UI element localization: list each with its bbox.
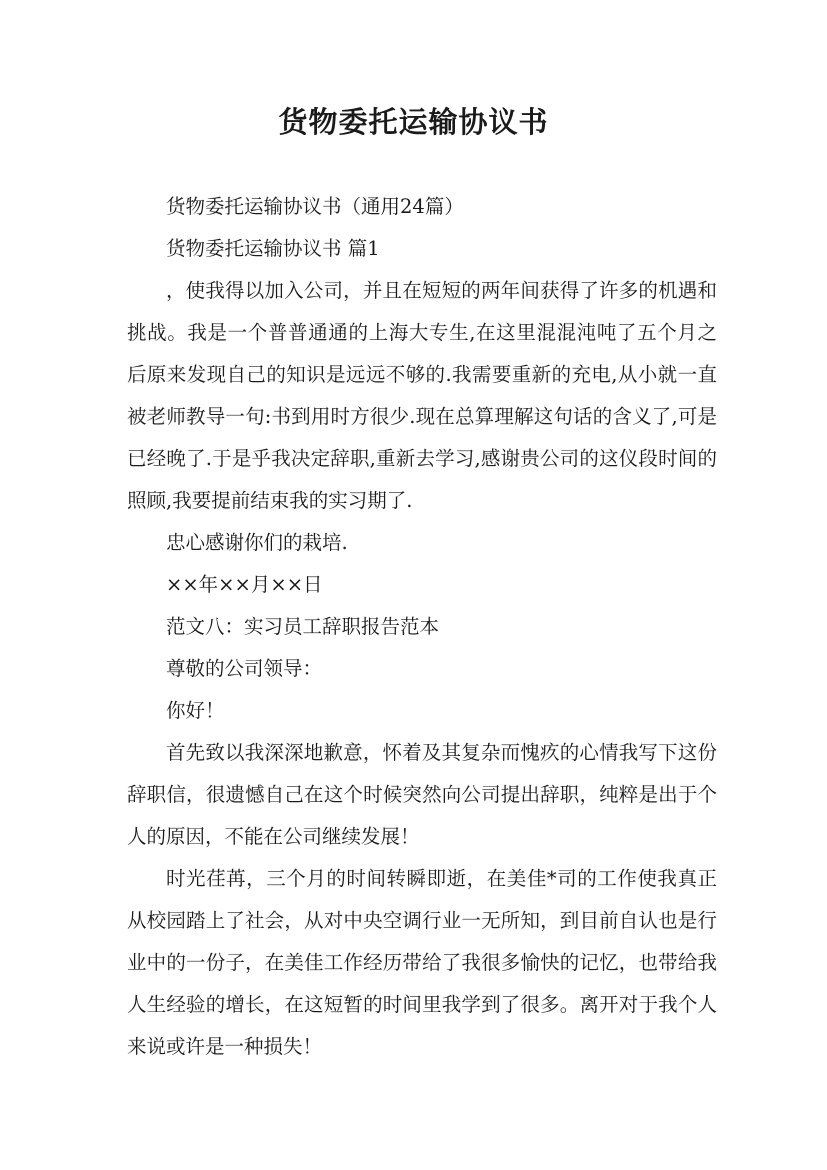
paragraph-greeting: 你好！ [166, 699, 225, 722]
paragraph-salutation: 尊敬的公司领导： [166, 657, 323, 680]
paragraph-body: 首先致以我深深地歉意，怀着及其复杂而愧疚的心情我写下这份辞职信，很遗憾自己在这个时候突然向公司提出辞职，纯粹是出于个人的原因，不能在公司继续发展！ [127, 741, 717, 848]
document-body [127, 186, 717, 1068]
paragraph-thanks: 忠心感谢你们的栽培. [166, 531, 348, 554]
document-title: 货物委托运输协议书 [278, 105, 549, 139]
paragraph-example-heading: 范文八：实习员工辞职报告范本 [166, 615, 440, 638]
paragraph-body: 时光荏苒，三个月的时间转瞬即逝，在美佳*司的工作使我真正从校园踏上了社会，从对中央空调行业一无所知，到目前自认也是行业中的一份子，在美佳工作经历带给了我很多愉快的记忆，也带给我人生经验的增长，在这短暂的时间里我学到了很多。离开对于我个人来说或许是一种损失！ [127, 867, 717, 1058]
paragraph-subtitle: 货物委托运输协议书（通用24篇） [166, 195, 464, 218]
paragraph-date: ××年××月××日 [166, 573, 323, 596]
paragraph-body: ，使我得以加入公司，并且在短短的两年间获得了许多的机遇和挑战。我是一个普普通通的上海大专生,在这里混混沌吨了五个月之后原来发现自己的知识是远远不够的.我需要重新的充电,从小就一直被老师教导一句:书到用时方很少.现在总算理解这句话的含义了,可是已经晚了.于是乎我决定辞职,重新去学习,感谢贵公司的这仪段时间的照顾,我要提前结束我的实习期了. [127, 279, 717, 512]
paragraph-section-heading: 货物委托运输协议书 篇1 [166, 237, 380, 260]
